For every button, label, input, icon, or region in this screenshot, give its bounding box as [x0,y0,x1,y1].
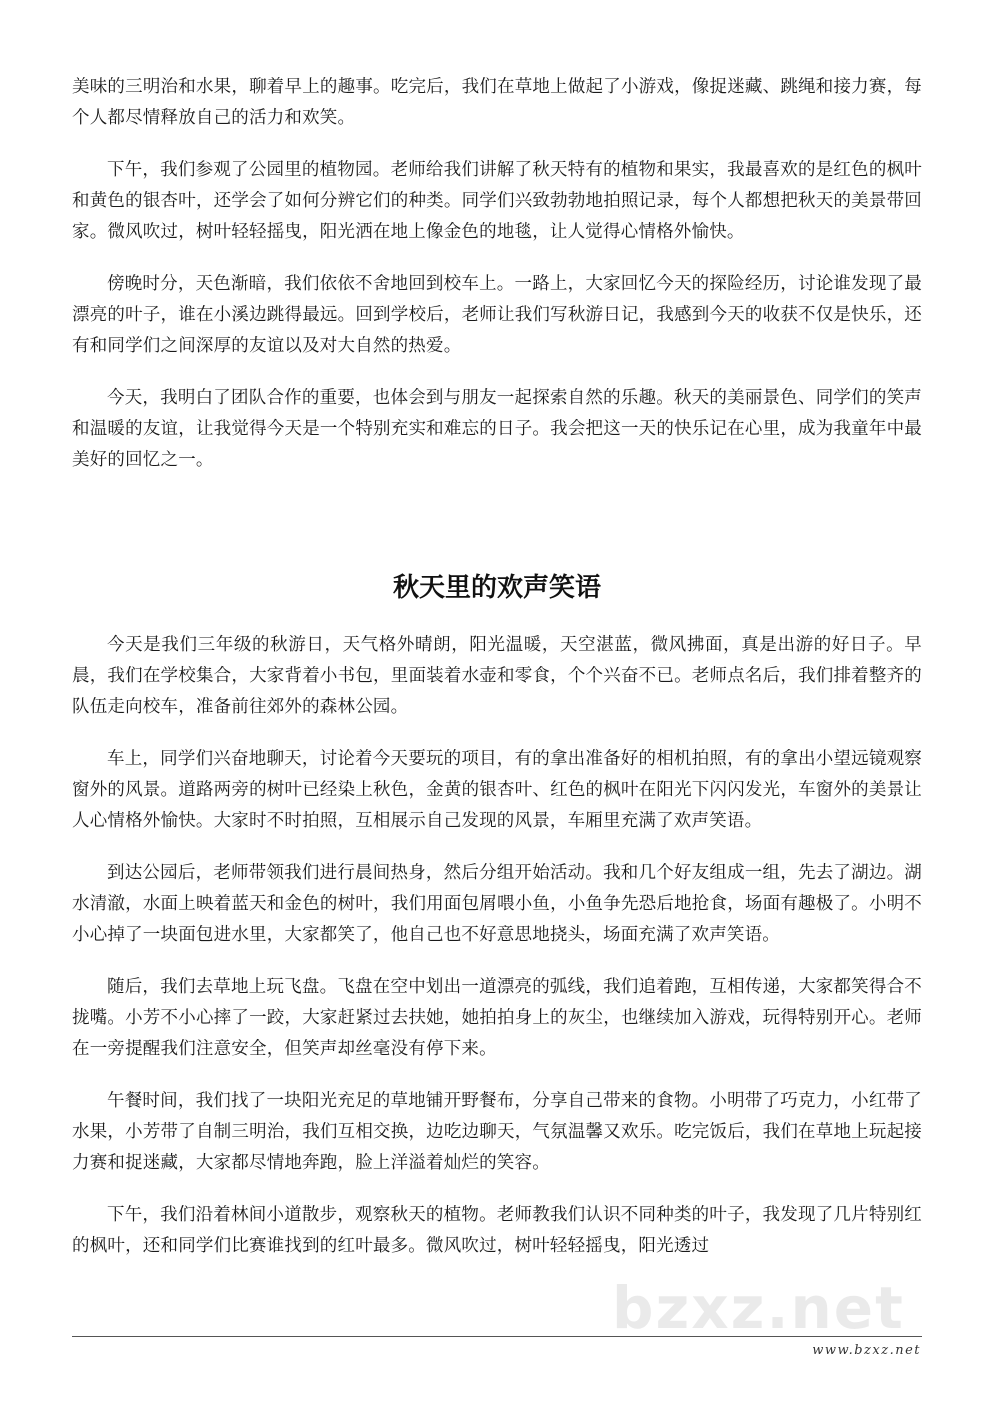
document-page [72,72,922,1283]
continuation-paragraph-2: 下午，我们参观了公园里的植物园。老师给我们讲解了秋天特有的植物和果实，我最喜欢的是红色的枫叶和黄色的银杏叶，还学会了如何分辨它们的种类。同学们兴致勃勃地拍照记录，每个人都想把秋天的美景带回家。微风吹过，树叶轻轻摇曳，阳光洒在地上像金色的地毯，让人觉得心情格外愉快。 [72,160,922,242]
site-watermark: bzxz.net [612,1274,905,1342]
essay-title: 秋天里的欢声笑语 [392,573,601,603]
footer-divider [72,1336,922,1337]
essay-paragraph-5: 午餐时间，我们找了一块阳光充足的草地铺开野餐布，分享自己带来的食物。小明带了巧克力，小红带了水果，小芳带了自制三明治，我们互相交换，边吃边聊天，气氛温馨又欢乐。吃完饭后，我们在草地上玩起接力赛和捉迷藏，大家都尽情地奔跑，脸上洋溢着灿烂的笑容。 [72,1091,922,1173]
continuation-paragraph-1: 美味的三明治和水果，聊着早上的趣事。吃完后，我们在草地上做起了小游戏，像捉迷藏、跳绳和接力赛，每个人都尽情释放自己的活力和欢笑。 [72,77,922,128]
essay-paragraph-4: 随后，我们去草地上玩飞盘。飞盘在空中划出一道漂亮的弧线，我们追着跑，互相传递，大家都笑得合不拢嘴。小芳不小心摔了一跤，大家赶紧过去扶她，她拍拍身上的灰尘，也继续加入游戏，玩得特别开心。老师在一旁提醒我们注意安全，但笑声却丝毫没有停下来。 [72,977,922,1059]
essay-paragraph-1: 今天是我们三年级的秋游日，天气格外晴朗，阳光温暖，天空湛蓝，微风拂面，真是出游的好日子。早晨，我们在学校集合，大家背着小书包，里面装着水壶和零食，个个兴奋不已。老师点名后，我们排着整齐的队伍走向校车，准备前往郊外的森林公园。 [72,635,922,717]
essay-paragraph-6: 下午，我们沿着林间小道散步，观察秋天的植物。老师教我们认识不同种类的叶子，我发现了几片特别红的枫叶，还和同学们比赛谁找到的红叶最多。微风吹过，树叶轻轻摇曳，阳光透过 [72,1205,922,1256]
footer-url: www.bzxz.net [812,1343,921,1358]
essay-paragraph-3: 到达公园后，老师带领我们进行晨间热身，然后分组开始活动。我和几个好友组成一组，先去了湖边。湖水清澈，水面上映着蓝天和金色的树叶，我们用面包屑喂小鱼，小鱼争先恐后地抢食，场面有趣极了。小明不小心掉了一块面包进水里，大家都笑了，他自己也不好意思地挠头，场面充满了欢声笑语。 [72,863,922,945]
continuation-paragraph-4: 今天，我明白了团队合作的重要，也体会到与朋友一起探索自然的乐趣。秋天的美丽景色、同学们的笑声和温暖的友谊，让我觉得今天是一个特别充实和难忘的日子。我会把这一天的快乐记在心里，成为我童年中最美好的回忆之一。 [72,388,922,470]
essay-paragraph-2: 车上，同学们兴奋地聊天，讨论着今天要玩的项目，有的拿出准备好的相机拍照，有的拿出小望远镜观察窗外的风景。道路两旁的树叶已经染上秋色，金黄的银杏叶、红色的枫叶在阳光下闪闪发光，车窗外的美景让人心情格外愉快。大家时不时拍照，互相展示自己发现的风景，车厢里充满了欢声笑语。 [72,749,922,831]
continuation-paragraph-3: 傍晚时分，天色渐暗，我们依依不舍地回到校车上。一路上，大家回忆今天的探险经历，讨论谁发现了最漂亮的叶子，谁在小溪边跳得最远。回到学校后，老师让我们写秋游日记，我感到今天的收获不仅是快乐，还有和同学们之间深厚的友谊以及对大自然的热爱。 [72,274,922,356]
